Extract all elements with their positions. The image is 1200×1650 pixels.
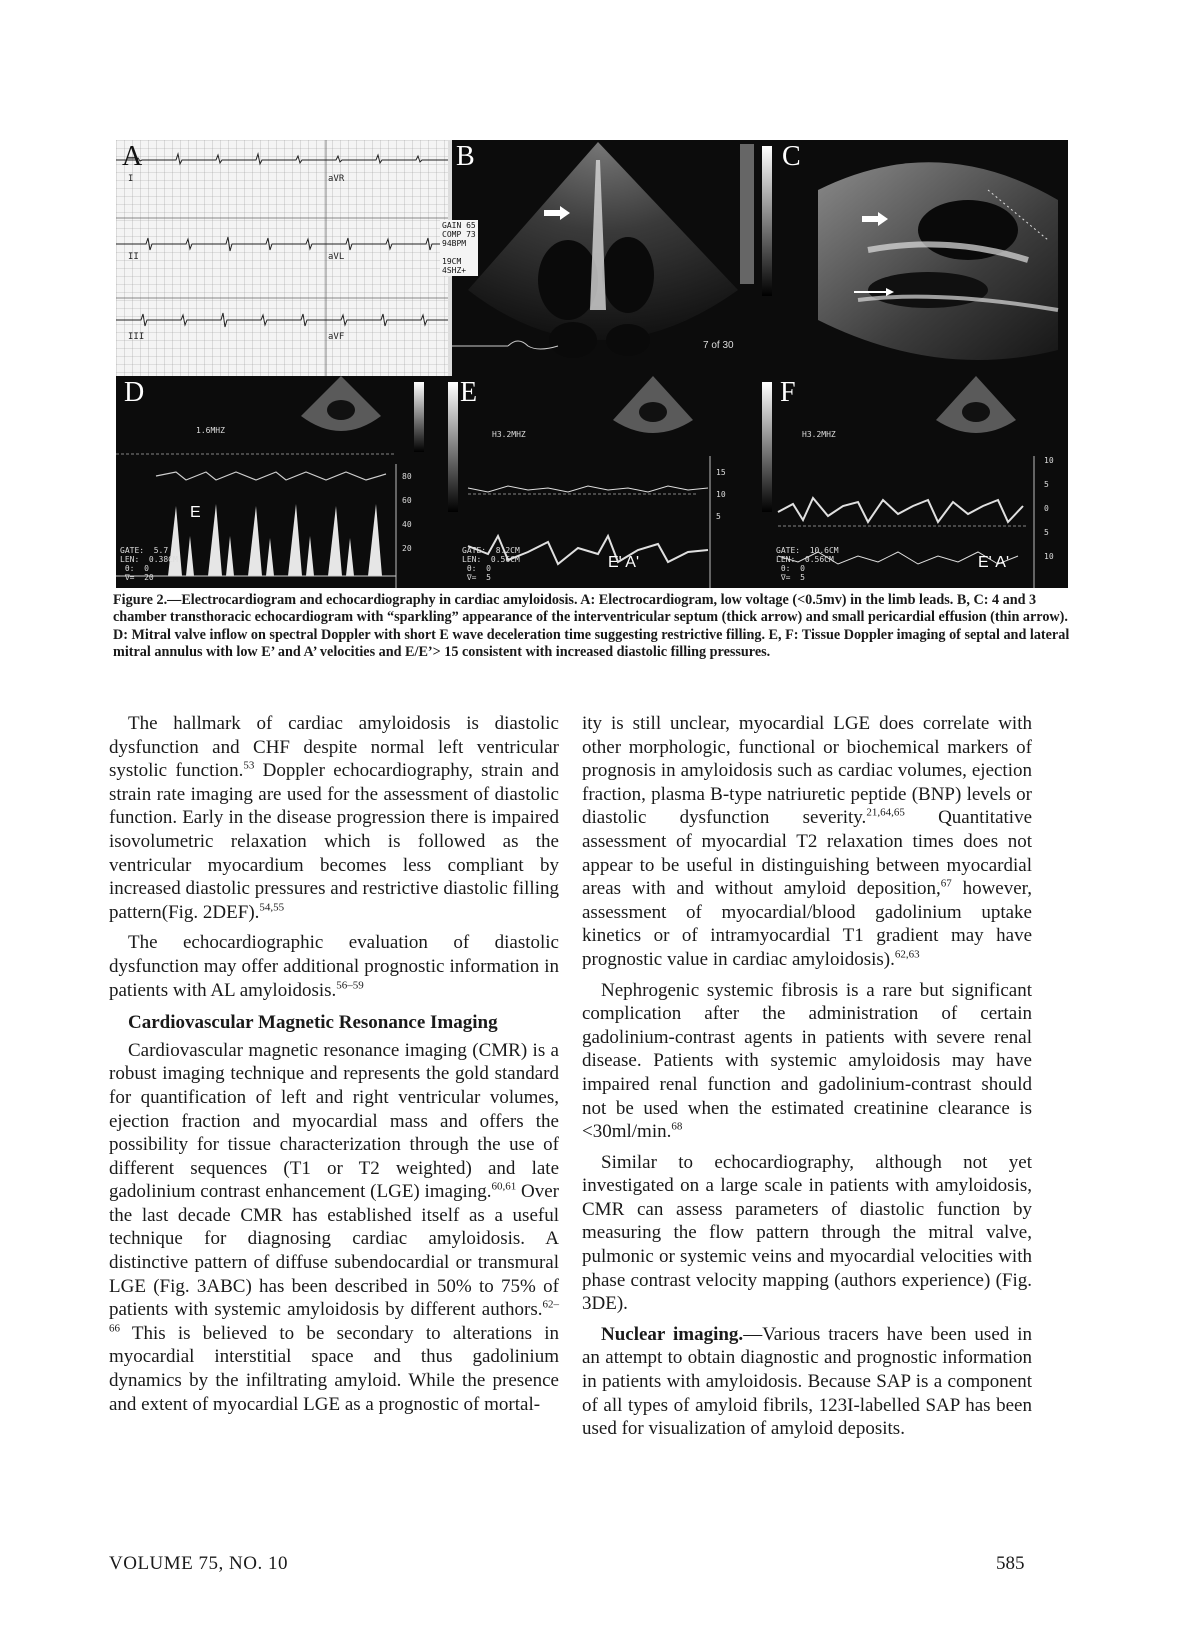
echo-settings: GAIN 65 COMP 73 94BPM 19CM 4SHZ+: [442, 221, 476, 275]
velocity-scale-tick: 5: [1044, 528, 1049, 537]
velocity-scale-tick: 15: [716, 468, 726, 477]
panel-label-a: A: [122, 141, 143, 172]
panel-label-f: F: [780, 377, 796, 408]
section-heading: Cardiovascular Magnetic Resonance Imaging: [128, 1012, 498, 1034]
velocity-scale-tick: 40: [402, 520, 412, 529]
velocity-scale-tick: 0: [1044, 504, 1049, 513]
citation: 53: [243, 759, 255, 772]
doppler-gate-info: GATE: 8.2CM LEN: 0.56CM θ: 0 ∇= 5: [462, 546, 520, 582]
citation: 62–66: [109, 1298, 559, 1335]
citation: 68: [671, 1120, 683, 1133]
ecg-trace: [116, 140, 448, 376]
panel-d-doppler: [116, 376, 448, 588]
figure-caption: [113, 592, 1073, 662]
doppler-gate-info: GATE: 10.6CM LEN: 0.56CM θ: 0 ∇= 5: [776, 546, 839, 582]
e-prime-a-prime-label: E' A': [608, 554, 640, 571]
lead-label: aVL: [328, 252, 345, 262]
velocity-scale-tick: 80: [402, 472, 412, 481]
panel-b-echo: [442, 140, 758, 376]
paragraph: The hallmark of cardiac amyloidosis is diastolic dysfunction and CHF despite normal left ventricular systolic function.$^{53}$ Doppler echocardiography, strain and strain rate imaging are used for the assessment of diastolic function. Early in the disease progression there is impaired isovolumetric relaxation which is followed as the ventricular myocardium becomes less compliant by increased diastolic pressures and restrictive diastolic filling pattern(Fig. 2DEF).$^{54,55}$: [109, 713, 559, 923]
left-column: [109, 712, 559, 1416]
velocity-scale-tick: 5: [716, 512, 721, 521]
probe-frequency: H3.2MHZ: [492, 430, 526, 439]
panel-label-b: B: [456, 141, 475, 172]
panel-e-tdi: [448, 376, 758, 588]
citation: 21,64,65: [866, 807, 905, 820]
runin-heading: Nuclear imaging.: [601, 1323, 744, 1345]
page-number: 585: [996, 1553, 1025, 1574]
paragraph: Similar to echocardiography, although not yet investigated on a large scale in patients with amyloidosis, CMR can assess parameters of diastolic function by measuring the flow pattern through the mitral valve, pulmonic or systemic veins and myocardial velocities with phase contrast velocity mapping (authors experience) (Fig. 3DE).: [582, 1151, 1032, 1315]
citation: 54,55: [259, 901, 285, 914]
lead-label: aVF: [328, 332, 345, 342]
e-prime-a-prime-label: E' A': [978, 554, 1010, 571]
velocity-scale-tick: 10: [1044, 456, 1054, 465]
figure-2: [116, 140, 1068, 588]
panel-a-ecg: [116, 140, 448, 376]
velocity-scale-tick: 10: [716, 490, 726, 499]
lead-label: aVR: [328, 174, 345, 184]
lead-label: III: [128, 332, 145, 342]
paragraph: ity is still unclear, myocardial LGE does correlate with other morphologic, functional or biochemical markers of prognosis in amyloidosis such as cardiac volumes, ejection fraction, plasma B-type natriuretic peptide (BNP) levels or diastolic dysfunction severity.$^{21,64,65}$ Quantitative assessment of myocardial T2 relaxation times does not appear to be useful in distinguishing between myocardial areas with and without amyloid deposition,$^{67}$ however, assessment of myocardial/blood gadolinium uptake kinetics or of intramyocardial T1 gradient may have prognostic value in cardiac amyloidosis).$^{62,63}$: [582, 713, 1033, 970]
echo-3-chamber-image: [758, 140, 1068, 376]
paragraph: Nephrogenic systemic fibrosis is a rare but significant complication after the administration of certain gadolinium-contrast agents in patients with severe renal disease. Patients with systemic amyloidosis may have impaired renal function and gadolinium-contrast should not be used when the estimated creatinine clearance is <30ml/min.$^{68}$: [582, 979, 1032, 1143]
velocity-scale-tick: 20: [402, 544, 412, 553]
probe-frequency: H3.2MHZ: [802, 430, 836, 439]
frame-count: 7 of 30: [703, 340, 734, 351]
caption-text: —Electrocardiogram and echocardiography in cardiac amyloidosis. A: Electrocardiogram, low voltage (<0.5mv) in the limb leads. B, C: 4 and 3 chamber transthoracic echocardiogram with “sparkling” appearance of the interventricular septum (thick arrow) and small pericardial effusion (thin arrow). D: Mitral valve inflow on spectral Doppler with short E wave deceleration time suggesting restrictive filling. E, F: Tissue Doppler imaging of septal and lateral mitral annulus with low E’ and A’ velocities and E/E’> 15 consistent with increased diastolic filling pressures.: [113, 592, 1070, 661]
paragraph: Nuclear imaging.—Various tracers have been used in an attempt to obtain diagnostic and prognostic information in patients with amyloidosis. Because SAP is a component of all types of amyloid fibrils, 123I-labelled SAP has been used for visualization of amyloid deposits.: [582, 1323, 1032, 1440]
doppler-gate-info: GATE: 5.7 LEN: 0.38CM θ: 0 ∇= 20: [120, 546, 178, 582]
citation: 62,63: [894, 948, 920, 961]
right-column: [582, 712, 1032, 1441]
velocity-scale-tick: 60: [402, 496, 412, 505]
lead-label: II: [128, 252, 139, 262]
probe-frequency: 1.6MHZ: [196, 426, 225, 435]
lead-label: I: [128, 174, 134, 184]
citation: 56–59: [336, 979, 364, 992]
paragraph: Cardiovascular magnetic resonance imaging (CMR) is a robust imaging technique and represents the gold standard for quantification of left and right ventricular volumes, ejection fraction and myocardial mass and offers the possibility for tissue characterization through the use of different sequences (T1 or T2 weighted) and late gadolinium contrast enhancement (LGE) imaging.$^{60,61}$ Over the last decade CMR has established itself as a useful technique for diagnosing cardiac amyloidosis. A distinctive pattern of diffuse subendocardial or transmural LGE (Fig. 3ABC) has been described in 50% to 75% of patients with systemic amyloidosis by different authors.$^{62-66}$ This is believed to be secondary to alterations in myocardial interstitial space and thus gadolinium dynamics by the infiltrating amyloid. While the presence and extent of myocardial LGE as a prognostic of mortal-: [109, 1039, 560, 1415]
velocity-scale-tick: 5: [1044, 480, 1049, 489]
panel-c-echo: [758, 140, 1068, 376]
panel-label-d: D: [124, 377, 145, 408]
e-wave-label: E: [190, 504, 201, 521]
panel-label-e: E: [460, 377, 478, 408]
citation: 60,61: [491, 1180, 517, 1193]
caption-label: Figure 2.: [113, 592, 168, 608]
paragraph: The echocardiographic evaluation of diastolic dysfunction may offer additional prognostic information in patients with AL amyloidosis.$^{56-59}$: [109, 932, 559, 1001]
panel-label-c: C: [782, 141, 801, 172]
panel-f-tdi: [758, 376, 1068, 588]
journal-volume: VOLUME 75, NO. 10: [109, 1553, 288, 1574]
citation: 67: [940, 877, 952, 890]
velocity-scale-tick: 10: [1044, 552, 1054, 561]
